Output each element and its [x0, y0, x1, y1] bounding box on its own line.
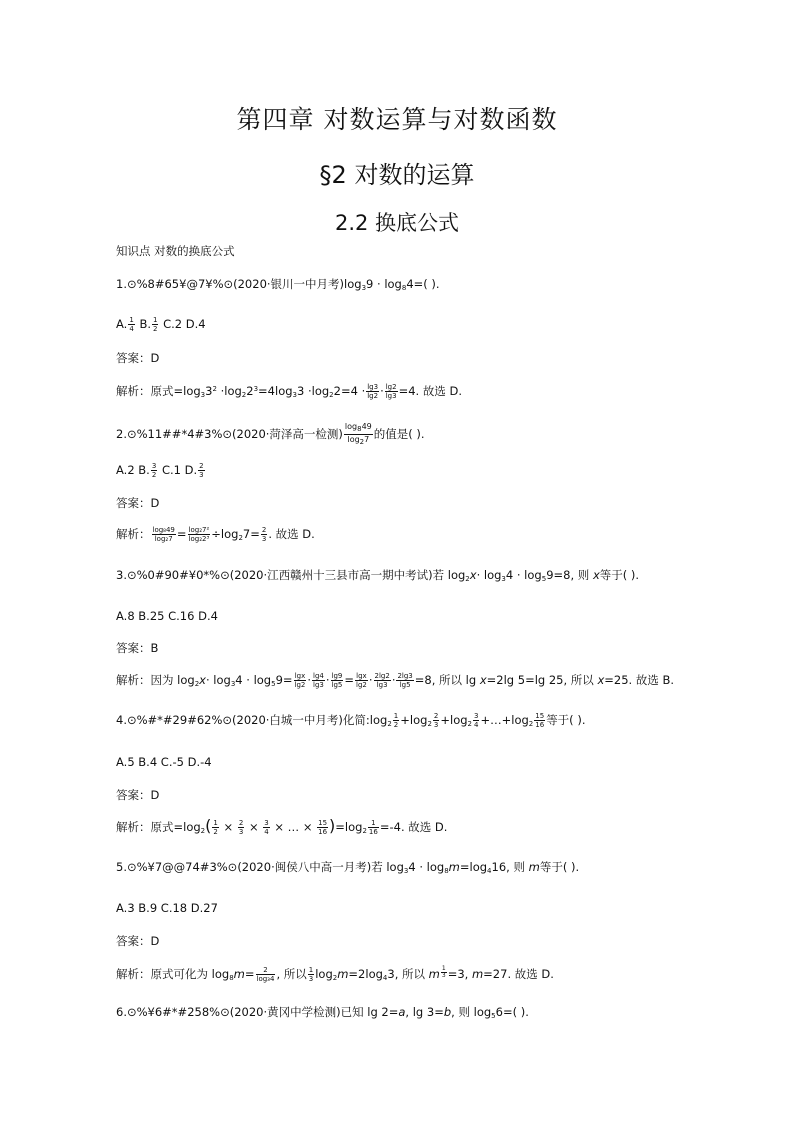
q1-solution: 解析：原式$=\log_33^2 \cdot\log_22^3=4\log_33 \cdot\log_22=4$ · $\frac{\lg 3}{\lg 2}$ · $\frac{\lg 2}{\lg 3}$ =4. 故选 D. [116, 383, 463, 400]
q2-answer: 答案：D [116, 496, 160, 510]
q5-stem: 5.⊙%¥7@@74#3%⊙(2020·闽侯八中高一月考)若 $\log_34 \cdot \log_8m=\log_416$, 则 m等于( ). [116, 860, 580, 875]
q2-solution: 解析： $\frac{\text{log₈49}}{\text{log₂7}}$ = $\frac{\text{log₂7²}}{\text{log₂2³}}$ $\div\log_27=$ $\frac{2}{3}$ . 故选 D. [116, 526, 315, 543]
q5-options: A.3 B.9 C.18 D.27 [116, 901, 218, 915]
q3-answer: 答案：B [116, 641, 159, 655]
q4-options: A.5 B.4 C.-5 D.-4 [116, 755, 212, 769]
chapter-title: 第四章 对数运算与对数函数 [236, 105, 558, 134]
q5-solution: 解析：原式可化为 $\log_8m=$ $\frac{2}{\text{log₃4}}$ , 所以 $\frac{1}{3}$ $\log_2m=2\log_43$, 所以 m $^{\frac{1}{3}}$ =3, m=27. 故选 D. [116, 964, 554, 983]
section-title: §2 对数的运算 [319, 161, 475, 189]
q3-stem: 3.⊙%0#90#¥0*%⊙(2020·江西赣州十三县市高一期中考试)若 $\log_2x\cdot \log_34 \cdot \log_59=8$, 则 x等于( ). [116, 568, 640, 583]
q6-stem: 6.⊙%¥6#*#258%⊙(2020·黄冈中学检测)已知 lg 2=a, lg 3=b, 则 $\log_56=$( ). [116, 1005, 529, 1020]
q4-stem: 4.⊙%#*#29#62%⊙(2020·白城一中月考)化简$:\log_2$ $\frac{1}{2}$ $+\log_2$ $\frac{2}{3}$ $+\log_2$ $\frac{3}{4}$ $+\dots+\log_2$ $\frac{15}{16}$ 等于( ). [116, 712, 586, 729]
q1-options: A. $\frac{1}{4}$ B. $\frac{1}{2}$ C.2 D.4 [116, 316, 206, 333]
subsection-title: 2.2 换底公式 [334, 211, 460, 235]
q3-options: A.8 B.25 C.16 D.4 [116, 609, 218, 623]
q5-answer: 答案：D [116, 934, 160, 948]
q4-solution: 解析：原式$=\log_2$( $\frac{1}{2}$ × $\frac{2}{3}$ × $\frac{3}{4}$ × … × $\frac{15}{16}$ )$=\log_2$ $\frac{1}{16}$ =-4. 故选 D. [116, 816, 448, 836]
q2-stem: 2.⊙%11##*4#3%⊙(2020·菏泽高一检测) $\frac{\log_849}{\log_27}$ 的值是( ). [116, 422, 425, 446]
q1-stem: 1.⊙%8#65¥@7¥%⊙(2020·银川一中月考)$\log_39 \cdot \log_84=$( ). [116, 277, 440, 292]
q2-options: A.2 B. $\frac{3}{2}$ C.1 D. $\frac{2}{3}$ [116, 462, 204, 479]
q1-answer: 答案：D [116, 351, 160, 365]
q4-answer: 答案：D [116, 788, 160, 802]
knowledge-point: 知识点 对数的换底公式 [116, 244, 235, 258]
q3-solution: 解析：因为 $\log_2x\cdot \log_34 \cdot \log_59=$ $\frac{\lg x}{\lg 2}$ · $\frac{\lg 4}{\lg 3}$ · $\frac{\lg 9}{\lg 5}$ = $\frac{\lg x}{\lg 2}$ · $\frac{2\lg 2}{\lg 3}$ · $\frac{2\lg 3}{\lg 5}$ =8, 所以 lg x=2lg 5=lg 25, 所以 x=25. 故选 B. [116, 672, 675, 689]
